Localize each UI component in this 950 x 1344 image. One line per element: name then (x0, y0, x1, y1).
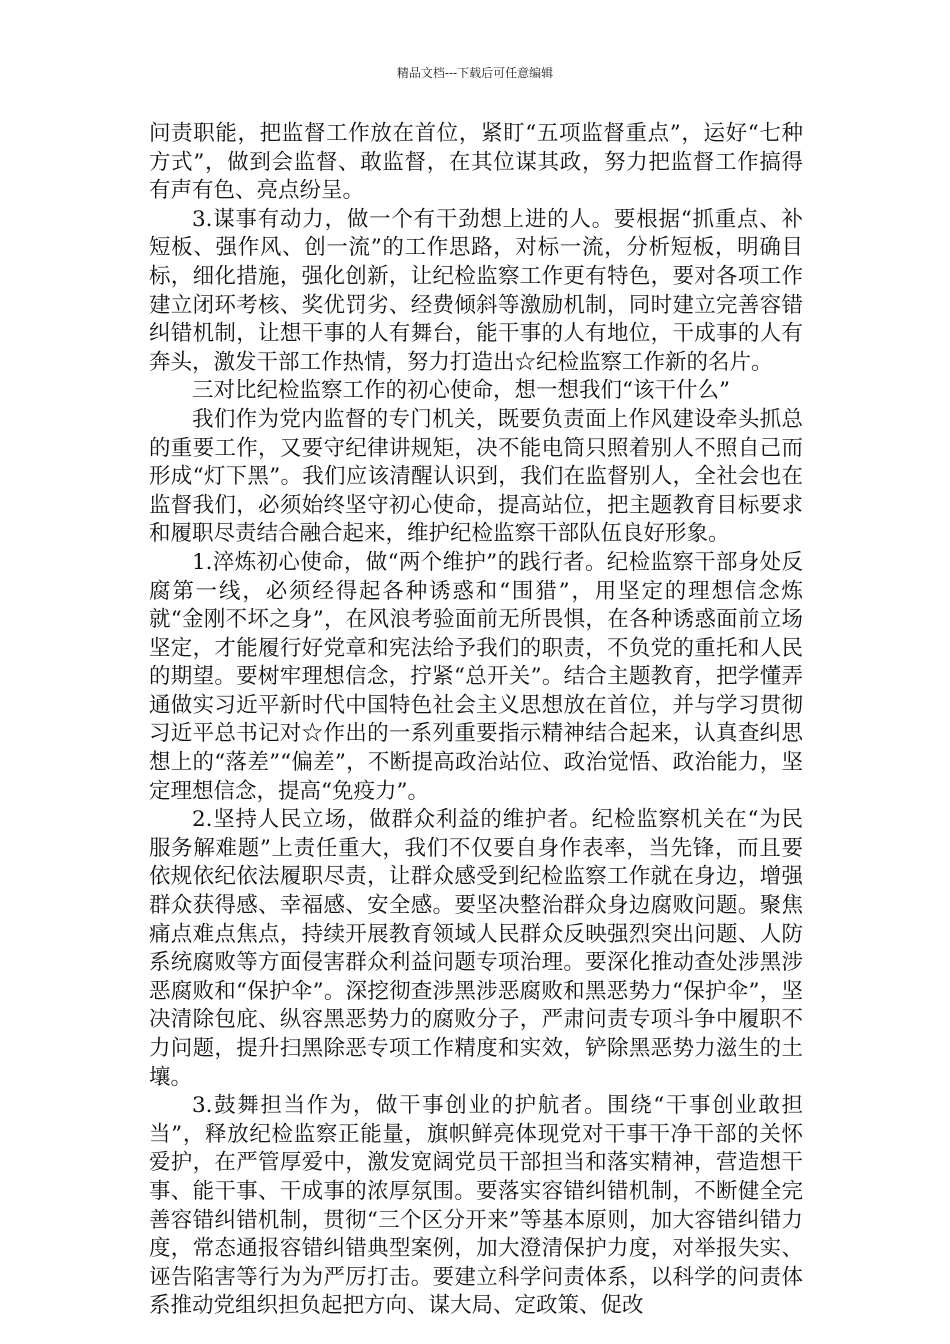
paragraph: 3.谋事有动力，做一个有干劲想上进的人。要根据“抓重点、补短板、强作风、创一流”的工作思路，对标一流，分析短板，明确目标，细化措施，强化创新，让纪检监察工作更有特色，要对各项工作建立闭环考核、奖优罚劣、经费倾斜等激励机制，同时建立完善容错纠错机制，让想干事的人有舞台，能干事的人有地位，干成事的人有奔头，激发干部工作热情，努力打造出☆纪检监察工作新的名片。 (149, 206, 803, 375)
document-body (149, 120, 803, 1321)
paragraph: 1.淬炼初心使命，做“两个维护”的践行者。纪检监察干部身处反腐第一线，必须经得起各种诱惑和“围猎”，用坚定的理想信念炼就“金刚不坏之身”，在风浪考验面前无所畏惧，在各种诱惑面前立场坚定，才能履行好党章和宪法给予我们的职责，不负党的重托和人民的期望。要树牢理想信念，拧紧“总开关”。结合主题教育，把学懂弄通做实习近平新时代中国特色社会主义思想放在首位，并与学习贯彻习近平总书记对☆作出的一系列重要指示精神结合起来，认真查纠思想上的“落差”“偏差”，不断提高政治站位、政治觉悟、政治能力，坚定理想信念，提高“免疫力”。 (149, 549, 803, 804)
paragraph: 我们作为党内监督的专门机关，既要负责面上作风建设牵头抓总的重要工作，又要守纪律讲规矩，决不能电筒只照着别人不照自己而形成“灯下黑”。我们应该清醒认识到，我们在监督别人，全社会也在监督我们，必须始终坚守初心使命，提高站位，把主题教育目标要求和履职尽责结合融合起来，维护纪检监察干部队伍良好形象。 (149, 406, 803, 547)
section-heading: 三对比纪检监察工作的初心使命，想一想我们“该干什么” (192, 378, 730, 404)
paragraph: 问责职能，把监督工作放在首位，紧盯“五项监督重点”，运好“七种方式”，做到会监督、敢监督，在其位谋其政，努力把监督工作搞得有声有色、亮点纷呈。 (149, 121, 803, 204)
paragraph: 3.鼓舞担当作为，做干事创业的护航者。围绕“干事创业敢担当”，释放纪检监察正能量，旗帜鲜亮体现党对干事干净干部的关怀爱护，在严管厚爱中，激发宽阔党员干部担当和落实精神，营造想干事、能干事、干成事的浓厚氛围。要落实容错纠错机制，不断健全完善容错纠错机制，贯彻“三个区分开来”等基本原则，加大容错纠错力度，常态通报容错纠错典型案例，加大澄清保护力度，对举报失实、诬告陷害等行为为严厉打击。要建立科学问责体系，以科学的问责体系推动党组织担负起把方向、谋大局、定政策、促改 (149, 1093, 803, 1319)
paragraph: 2.坚持人民立场，做群众利益的维护者。纪检监察机关在“为民服务解难题”上责任重大，我们不仅要自身作表率，当先锋，而且要依规依纪依法履职尽责，让群众感受到纪检监察工作就在身边，增强群众获得感、幸福感、安全感。要坚决整治群众身边腐败问题。聚焦痛点难点焦点，持续开展教育领域人民群众反映强烈突出问题、人防系统腐败等方面侵害群众利益问题专项治理。要深化推动查处涉黑涉恶腐败和“保护伞”。深挖彻查涉黑涉恶腐败和黑恶势力“保护伞”，坚决清除包庇、纵容黑恶势力的腐败分子，严肃问责专项斗争中履职不力问题，提升扫黑除恶专项工作精度和实效，铲除黑恶势力滋生的土壤。 (149, 807, 804, 1090)
page-header: 精品文档---下载后可任意编辑 (396, 66, 554, 80)
